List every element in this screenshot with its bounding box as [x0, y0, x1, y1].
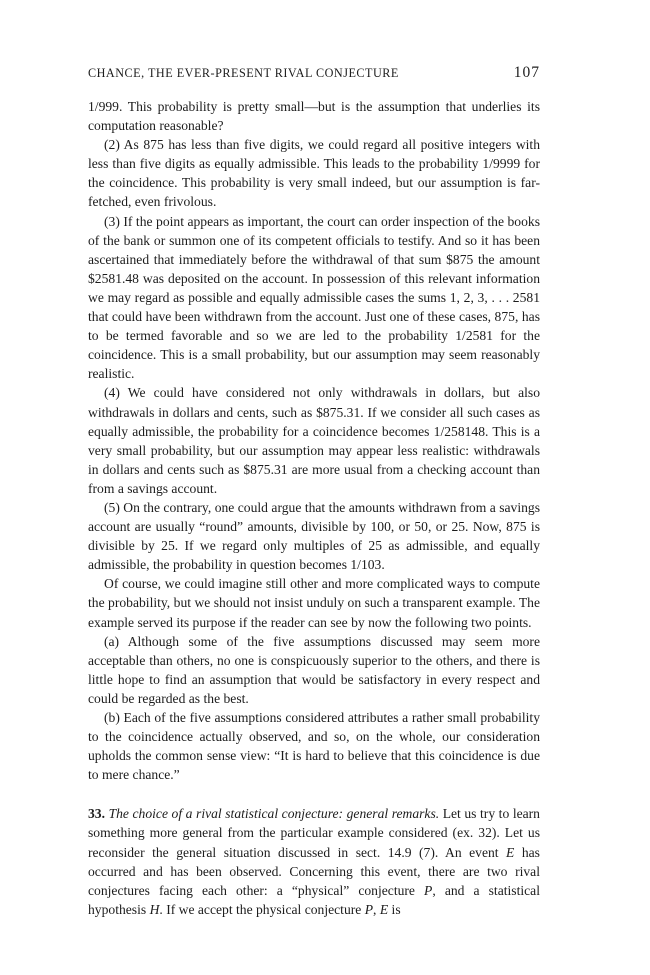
math-variable: E	[379, 901, 389, 917]
math-variable: P	[364, 901, 374, 917]
paragraph: 1/999. This probability is pretty small—but is the assumption that underlies its computation reasonable?	[88, 99, 540, 134]
section-text: has occurred and has been observed. Concerning this event, there are two rival conjectures facing each other: a “physical” conjecture	[88, 844, 540, 898]
section-text: is	[388, 901, 401, 917]
paragraph: (a) Although some of the five assumptions discussed may seem more acceptable than others, no one is conspicuously superior to the others, and there is little hope to find an assumption that would be satisfactory in every respect and could be regarded as the best.	[88, 633, 540, 706]
section-paragraph	[88, 804, 540, 919]
page-body	[88, 97, 540, 919]
section-text: , and a statistical hypothesis	[88, 882, 540, 917]
page-number: 107	[513, 64, 540, 81]
paragraph: (3) If the point appears as important, the court can order inspection of the books of the bank or summon one of its competent officials to testify. And so it has been ascertained that immediately before the withdrawal of that sum $875 the amount $2581.48 was deposited on the account. In possession of this relevant information we may regard as possible and equally admissible cases the sums 1, 2, 3, . . . 2581 that could have been withdrawn from the account. Just one of these cases, 875, has to be termed favorable and so we are led to the probability 1/2581 for the coincidence. This is a small probability, but our assumption may seem reasonably realistic.	[88, 213, 540, 382]
section-text: . If we accept the physical conjecture	[159, 901, 365, 917]
math-variable: E	[506, 844, 515, 860]
section-title: The choice of a rival statistical conjecture: general remarks.	[108, 806, 440, 822]
paragraph: Of course, we could imagine still other and more complicated ways to compute the probability, but we should not insist unduly on such a transparent example. The example served its purpose if the reader can see by now the following two points.	[88, 576, 540, 630]
paragraph: (5) On the contrary, one could argue that the amounts withdrawn from a savings account are usually “round” amounts, divisible by 100, or 50, or 25. Now, 875 is divisible by 25. If we regard only multiples of 25 as admissible, and equally admissible, the probability in question becomes 1/103.	[88, 499, 540, 573]
paragraph: (b) Each of the five assumptions considered attributes a rather small probability to the coincidence actually observed, and so, on the whole, our consideration upholds the common sense view: “It is hard to believe that this coincidence is due to mere chance.”	[88, 710, 540, 783]
section-text: Let us try to learn something more general from the particular example considered (ex. 32). Let us reconsider the general situation discussed in sect. 14.9 (7). An event	[88, 806, 540, 860]
section-number: 33.	[88, 806, 105, 822]
paragraph: (2) As 875 has less than five digits, we could regard all positive integers with less than five digits as equally admissible. This leads to the probability 1/9999 for the coincidence. This probability is very small indeed, but our assumption is far-fetched, even frivolous.	[88, 137, 540, 210]
math-variable: H	[149, 901, 160, 917]
paragraph: (4) We could have considered not only withdrawals in dollars, but also withdrawals in dollars and cents, such as $875.31. If we consider all such cases as equally admissible, the probability for a coincidence becomes 1/258148. This is a very small probability, but our assumption may appear less realistic: withdrawals in dollars and cents such as $875.31 are more usual from a checking account than from a savings account.	[88, 385, 540, 496]
running-title: CHANCE, THE EVER-PRESENT RIVAL CONJECTURE	[88, 66, 399, 80]
section-text: ,	[373, 901, 380, 917]
math-variable: P	[424, 882, 433, 898]
page-header	[88, 66, 540, 81]
